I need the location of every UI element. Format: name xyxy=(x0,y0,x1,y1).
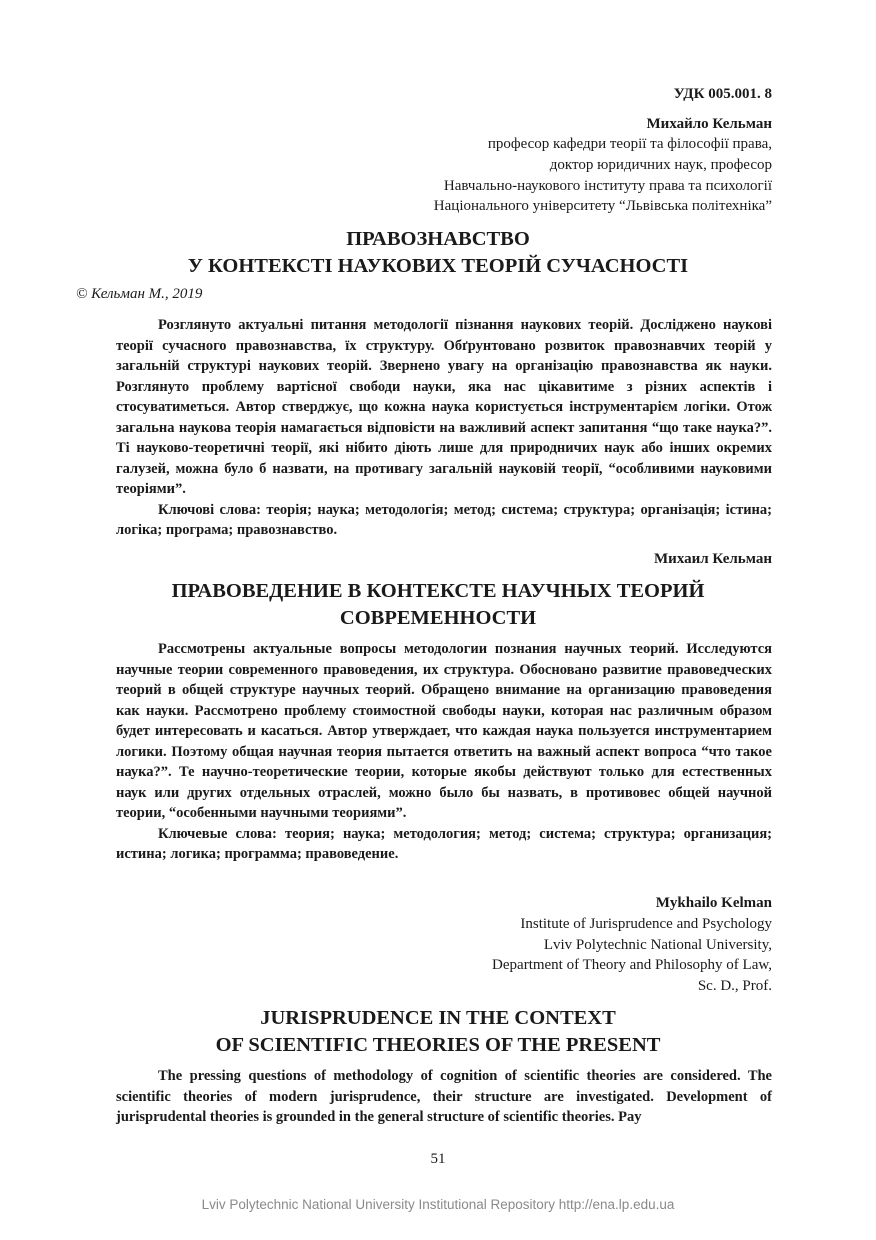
ua-affiliation-line: Навчально-наукового інституту права та психології xyxy=(443,178,772,194)
copyright: © Кельман М., 2019 xyxy=(76,286,203,302)
udk-code: УДК 005.001. 8 xyxy=(673,86,772,102)
ua-title-line: У КОНТЕКСТІ НАУКОВИХ ТЕОРІЙ СУЧАСНОСТІ xyxy=(187,255,689,277)
ua-affiliation-line: Національного університету “Львівська політехніка” xyxy=(433,198,772,214)
en-affiliation-line: Institute of Jurisprudence and Psychology xyxy=(520,916,772,932)
en-affiliation-line: Department of Theory and Philosophy of Law, xyxy=(492,957,772,973)
ru-keywords: Ключевые слова: теория; наука; методология; метод; система; структура; организация; истина; логика; программа; правоведение. xyxy=(116,825,772,862)
en-affiliation-line: Sc. D., Prof. xyxy=(697,978,772,994)
ru-title-line: СОВРЕМЕННОСТИ xyxy=(339,607,537,629)
ru-abstract: Рассмотрены актуальные вопросы методологии познания научных теорий. Исследуются научные теории современного правоведения, их структура. Обосновано развитие правоведческих теорий в общей структуре научных теорий. Обращено внимание на организацию правоведения как науки. Рассмотрено проблему стоимостной свободы науки, которая нас различным образом будет интересовать и касаться. Автор утверждает, что каждая наука пользуется инструментарием логики. Поэтому общая научная теория пытается ответить на важный аспект вопроса “что такое наука?”. Те научно-теоретические теории, которые якобы действуют только для естественных наук или других отдельных отраслей, можно было бы назвать, в противовес общей научной теории, “особенными научными теориями”. xyxy=(116,641,772,821)
ru-title xyxy=(104,578,772,632)
ru-title-line: ПРАВОВЕДЕНИЕ В КОНТЕКСТЕ НАУЧНЫХ ТЕОРИЙ xyxy=(171,580,705,602)
en-title xyxy=(104,1005,772,1059)
ua-keywords: Ключові слова: теорія; наука; методологія; метод; система; структура; організація; істина; логіка; програма; правознавство. xyxy=(116,501,772,538)
en-title-line: OF SCIENTIFIC THEORIES OF THE PRESENT xyxy=(215,1034,661,1056)
ua-abstract: Розглянуто актуальні питання методології пізнання наукових теорій. Досліджено наукові теорії сучасного правознавства, їх структуру. Обґрунтовано розвиток правознавчих теорій у загальній структурі наукових теорій. Звернено увагу на організацію правознавства як науки. Розглянуто проблему вартісної свободи науки, яка нас цікавитиме з різних аспектів і стосуватиметься. Автор стверджує, що кожна наука користується інструментарієм логіки. Отож загальна наукова теорія намагається відповісти на важливий аспект запитання “що таке наука?”. Ті науково-теоретичні теорії, які нібито діють лише для природничих наук або інших окремих галузей, можна було б назвати, на противагу загальній науковій теорії, “особливими науковими теоріями”. xyxy=(116,317,772,497)
page-number: 51 xyxy=(430,1151,446,1167)
ua-affiliation-line: доктор юридичних наук, професор xyxy=(549,157,772,173)
ru-author: Михаил Кельман xyxy=(654,551,772,567)
ua-abstract-block xyxy=(116,315,772,541)
en-author: Mykhailo Kelman xyxy=(655,895,772,911)
en-affiliation-line: Lviv Polytechnic National University, xyxy=(543,937,772,953)
en-abstract: The pressing questions of methodology of cognition of scientific theories are considered. The scientific theories of modern jurisprudence, their structure are investigated. Development of jurisprudental theories is grounded in the general structure of scientific theories. Pay xyxy=(116,1068,772,1125)
en-title-line: JURISPRUDENCE IN THE CONTEXT xyxy=(260,1007,616,1029)
ua-title-line: ПРАВОЗНАВСТВО xyxy=(346,228,530,250)
ua-title xyxy=(104,226,772,280)
ua-author: Михайло Кельман xyxy=(646,116,772,132)
repository-footer: Lviv Polytechnic National University Institutional Repository http://ena.lp.edu.ua xyxy=(201,1197,675,1212)
en-abstract-block xyxy=(116,1066,772,1128)
ua-affiliation-line: професор кафедри теорії та філософії права, xyxy=(487,136,772,152)
ru-abstract-block xyxy=(116,639,772,865)
